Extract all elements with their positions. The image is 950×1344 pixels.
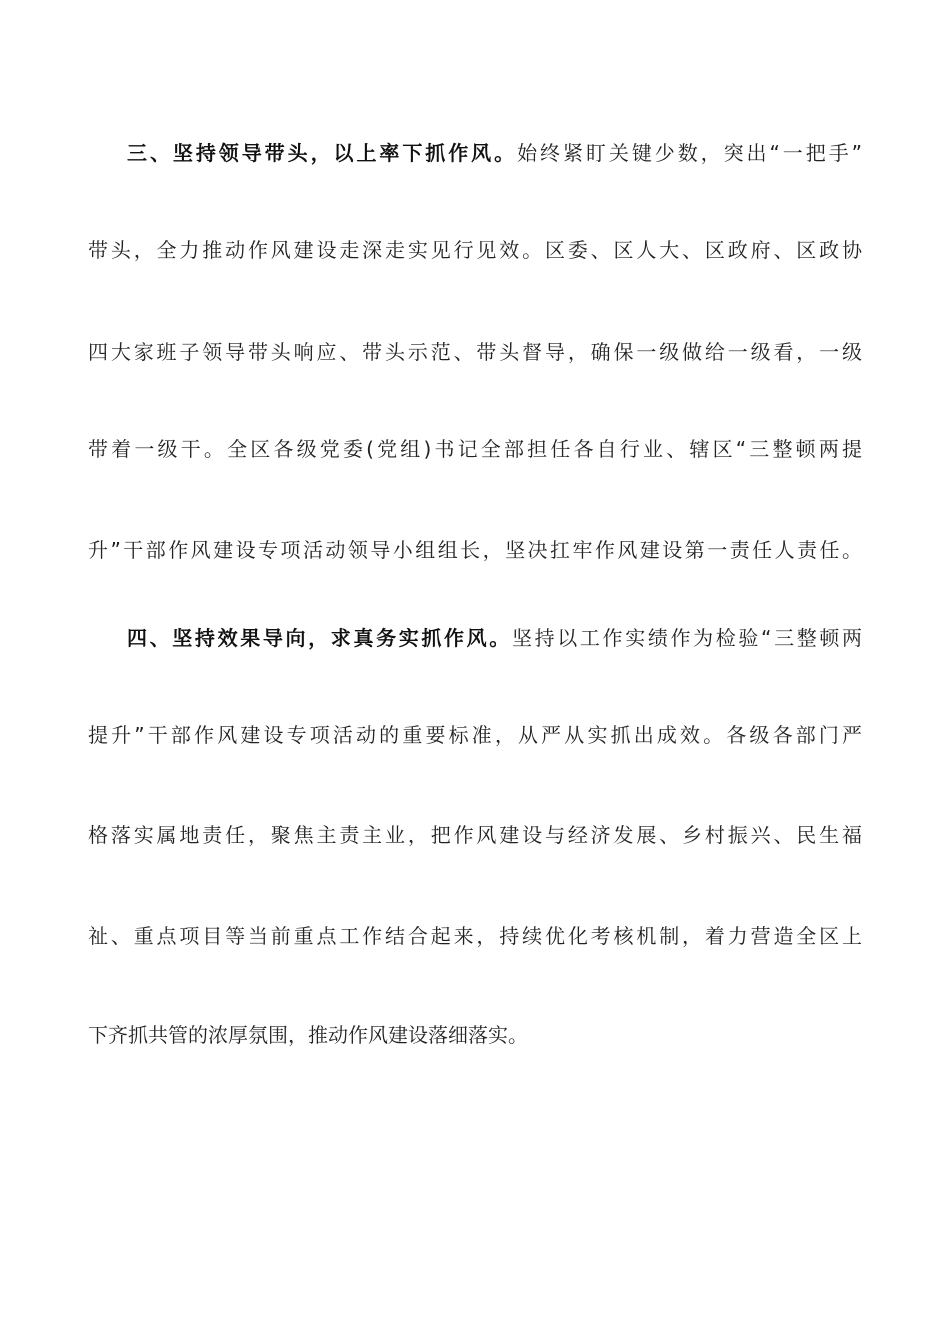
- paragraph-text: 始终紧盯关键少数，突出“一把手”: [517, 141, 863, 165]
- paragraph-line: 格落实属地责任，聚焦主责主业，把作风建设与经济发展、乡村振兴、民生福: [88, 823, 862, 847]
- paragraph-line: 祉、重点项目等当前重点工作结合起来，持续优化考核机制，着力营造全区上: [88, 924, 862, 948]
- paragraph-line: 带着一级干。全区各级党委(党组)书记全部担任各自行业、辖区“三整顿两提: [88, 437, 862, 461]
- paragraph-line: 四大家班子领导带头响应、带头示范、带头督导，确保一级做给一级看，一级: [88, 340, 862, 364]
- paragraph-line: 升”干部作风建设专项活动领导小组组长，坚决扛牢作风建设第一责任人责任。: [88, 538, 862, 562]
- paragraph-line: 下齐抓共管的浓厚氛围，推动作风建设落细落实。: [88, 1023, 528, 1047]
- paragraph-line: 提升”干部作风建设专项活动的重要标准，从严从实抓出成效。各级各部门严: [88, 723, 862, 747]
- paragraph-text: 坚持以工作实绩作为检验“三整顿两: [511, 626, 862, 650]
- paragraph-line: [127, 620, 862, 656]
- paragraph-line: 带头，全力推动作风建设走深走实见行见效。区委、区人大、区政府、区政协: [88, 238, 862, 262]
- paragraph-line: [127, 135, 862, 171]
- paragraph-heading: 四、坚持效果导向，求真务实抓作风。: [127, 626, 512, 650]
- paragraph-heading: 三、坚持领导带头，以上率下抓作风。: [127, 141, 518, 165]
